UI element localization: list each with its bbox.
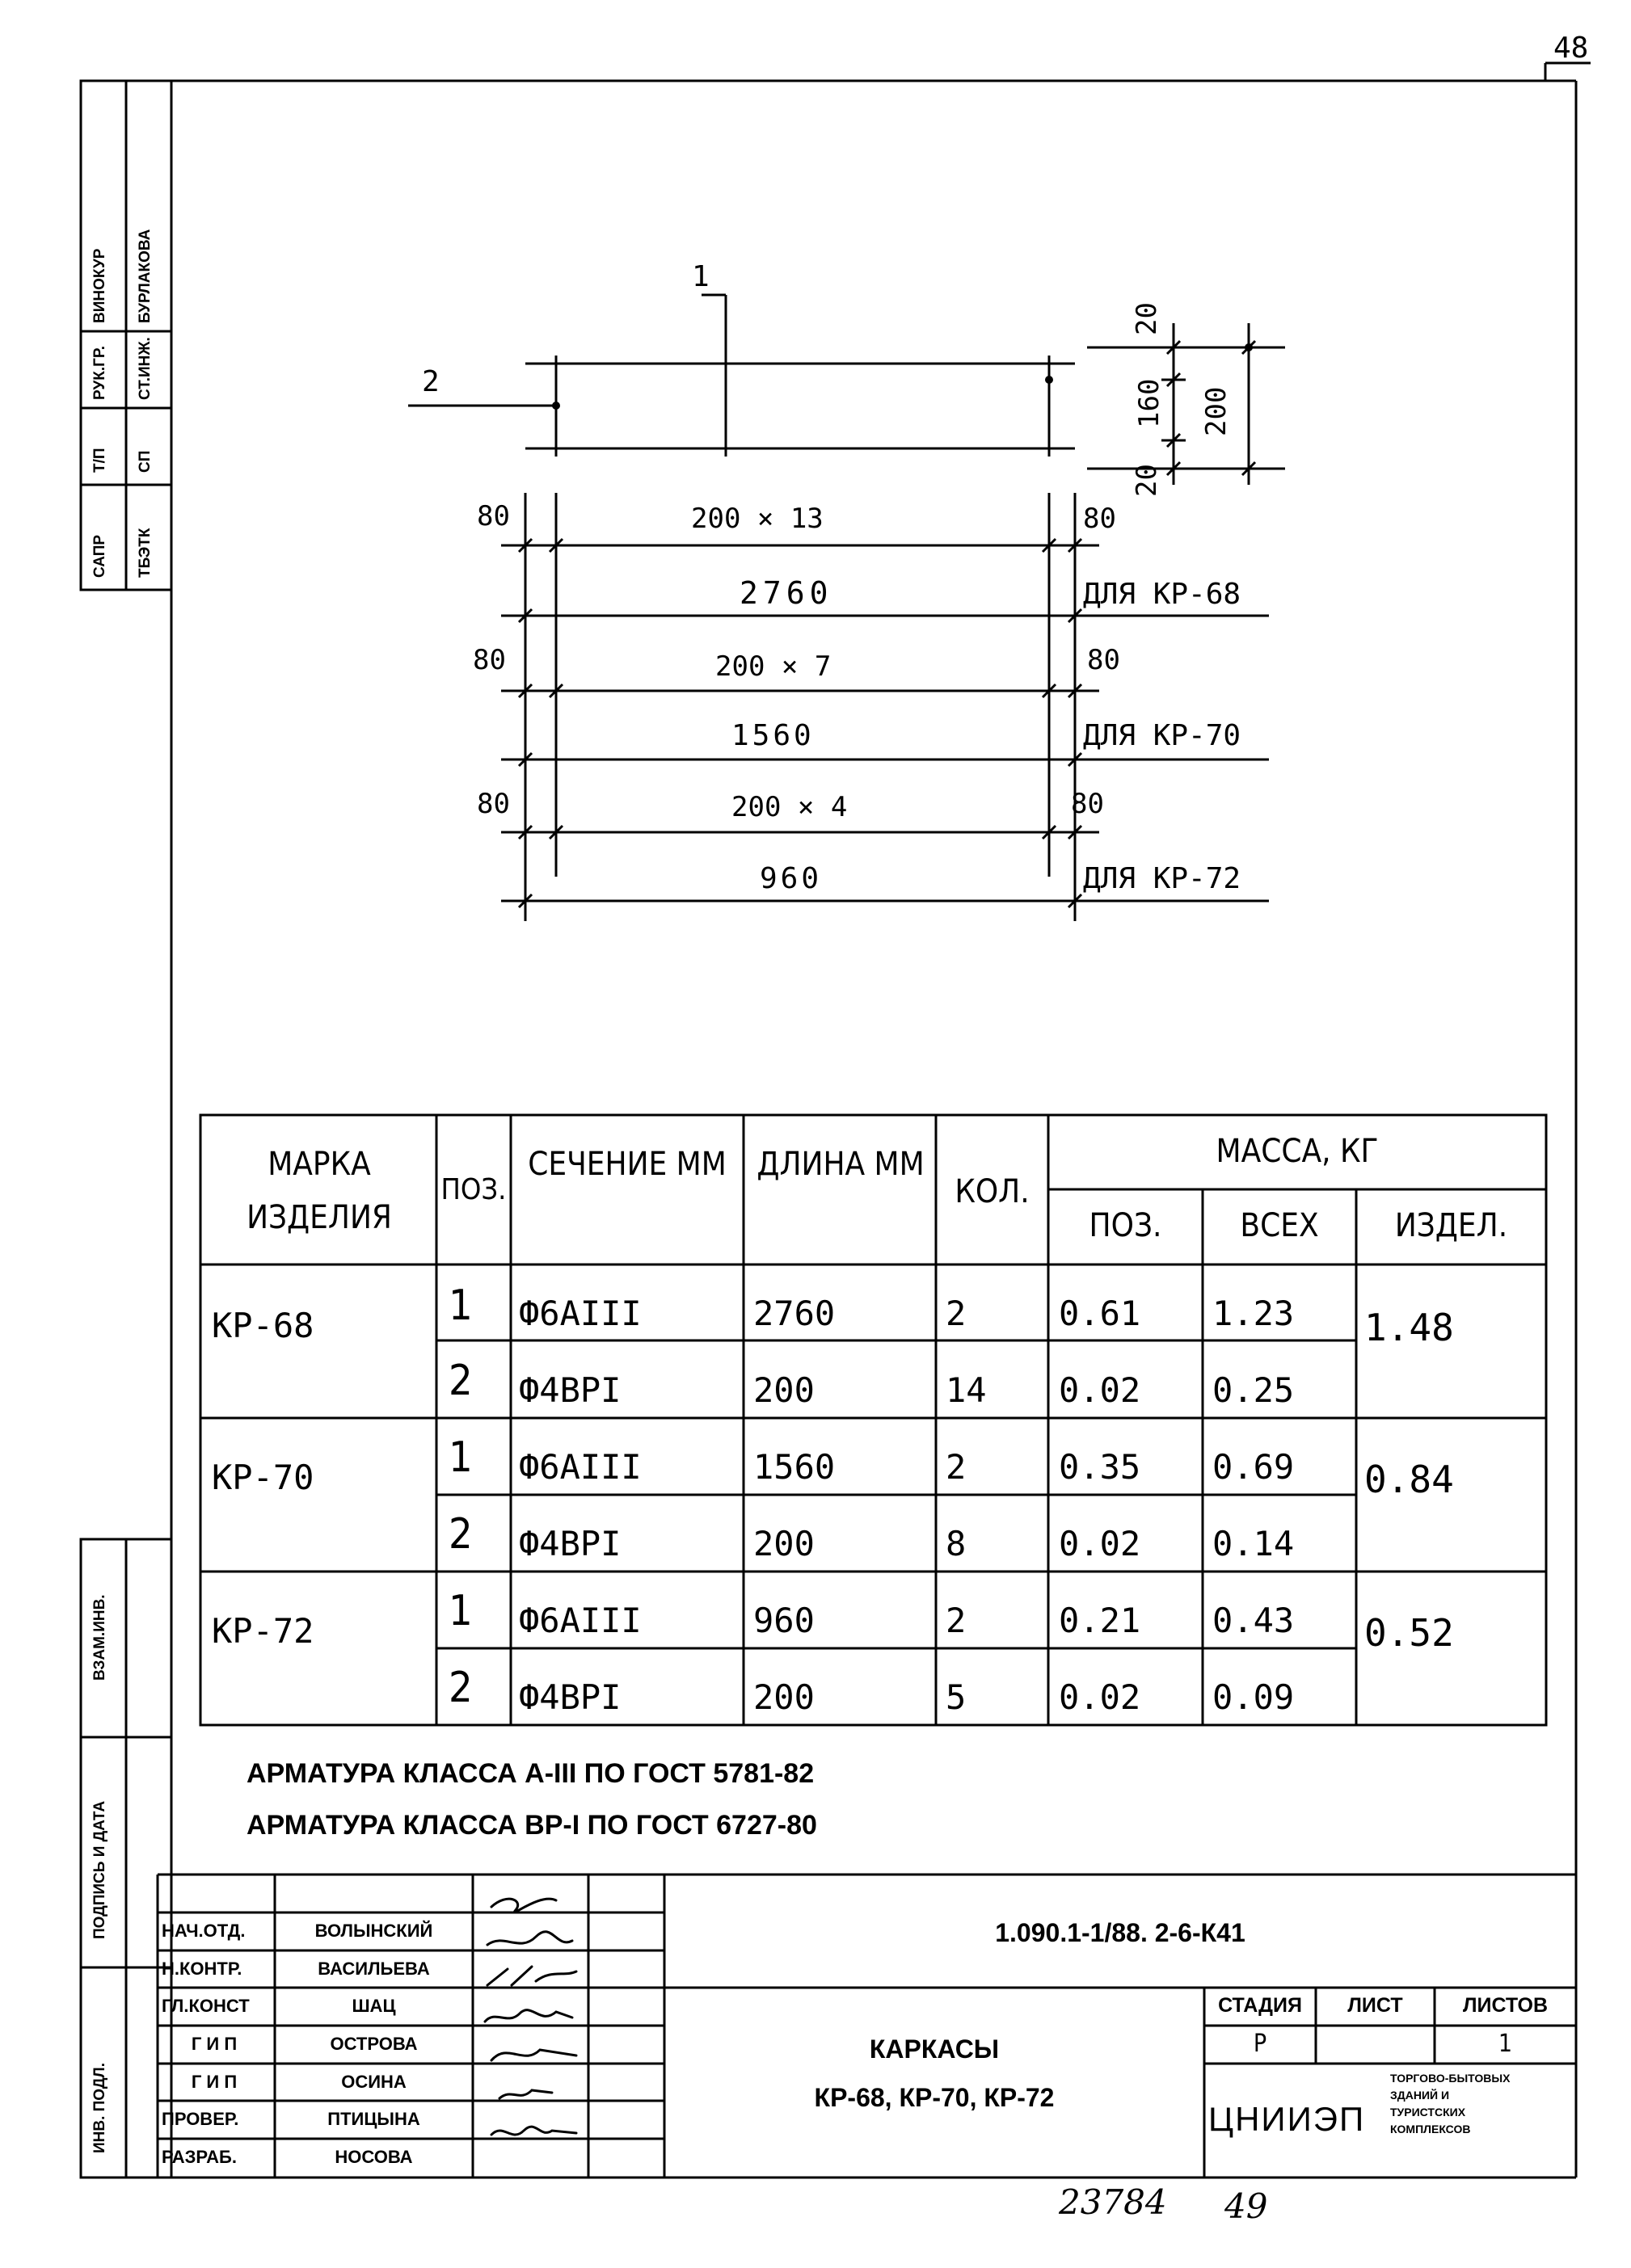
cell-section: Ф6АIII <box>519 1447 642 1487</box>
sheets-label: ЛИСТОВ <box>1462 1994 1549 2017</box>
cell-qty: 8 <box>946 1524 967 1563</box>
cell-mass-all: 1.23 <box>1212 1294 1295 1333</box>
sig-role: Г И П <box>191 2072 238 2092</box>
cell-mass-pos: 0.02 <box>1059 1677 1141 1717</box>
sig-name: НОСОВА <box>335 2147 413 2167</box>
cell-section: Ф6АIII <box>519 1294 642 1333</box>
cell-mass-pos: 0.61 <box>1059 1294 1141 1333</box>
cell-qty: 14 <box>946 1370 987 1410</box>
inventory-number: 23784 <box>1059 2182 1167 2222</box>
dim-length: 1560 <box>731 719 815 752</box>
section-dim-middle: 160 <box>1133 378 1165 428</box>
header-length: ДЛИНА ММ <box>756 1146 925 1183</box>
cell-length: 200 <box>753 1370 815 1410</box>
organization-description: ТОРГОВО-БЫТОВЫХ ЗДАНИЙ И ТУРИСТСКИХ КОМПЛЕКСОВ <box>1390 2072 1511 2135</box>
cell-length: 2760 <box>753 1294 836 1333</box>
cell-mass-pos: 0.02 <box>1059 1370 1141 1410</box>
cell-mass-pos: 0.21 <box>1059 1601 1141 1640</box>
dim-pitch: 200 × 7 <box>715 650 832 683</box>
sig-name: ШАЦ <box>352 1996 396 2016</box>
cell-mass-all: 0.25 <box>1212 1370 1295 1410</box>
sig-role: Н.КОНТР. <box>162 1959 242 1979</box>
cell-length: 200 <box>753 1524 815 1563</box>
drawing-title: КАРКАСЫ <box>869 2034 1000 2064</box>
sig-name: ВАСИЛЬЕВА <box>318 1959 430 1979</box>
stamp-col2-item-3: СП <box>137 450 154 473</box>
dim-edge-left: 80 <box>477 500 510 532</box>
stamp-col1-item-1: ВИНОКУР <box>91 248 108 323</box>
cell-pos: 1 <box>449 1281 473 1330</box>
cell-mass-all: 0.14 <box>1212 1524 1295 1563</box>
cell-length: 960 <box>753 1601 815 1640</box>
header-mass-all: ВСЕХ <box>1240 1207 1319 1244</box>
stamp-col1-item-2: РУК.ГР. <box>91 346 108 400</box>
stamp-col2-item-2: СТ.ИНЖ. <box>137 337 154 400</box>
stamp-col1-item-4: САПР <box>91 534 108 578</box>
sig-name: ВОЛЫНСКИЙ <box>314 1921 433 1941</box>
cell-item-mass: 1.48 <box>1364 1306 1454 1349</box>
dim-edge-right: 80 <box>1083 503 1116 535</box>
sig-role: ГЛ.КОНСТ <box>162 1996 250 2016</box>
cell-pos: 2 <box>449 1664 473 1712</box>
cell-length: 200 <box>753 1677 815 1717</box>
cell-mass-pos: 0.02 <box>1059 1524 1141 1563</box>
dim-length: 2760 <box>740 575 833 611</box>
stamp-col2-item-4: ТБЭТК <box>137 528 154 578</box>
header-mass-pos: ПОЗ. <box>1089 1207 1162 1244</box>
cell-qty: 2 <box>946 1447 967 1487</box>
sig-role: Г И П <box>191 2034 238 2054</box>
sig-name: ОСИНА <box>341 2072 407 2092</box>
cell-mark: КР-70 <box>212 1458 314 1497</box>
stage-label: СТАДИЯ <box>1218 1994 1302 2017</box>
cell-length: 1560 <box>753 1447 836 1487</box>
dim-pitch: 200 × 4 <box>731 791 848 823</box>
sheets-value: 1 <box>1498 2030 1513 2058</box>
cell-item-mass: 0.52 <box>1364 1611 1454 1655</box>
cell-section: Ф4ВРI <box>519 1524 622 1563</box>
header-pos: ПОЗ. <box>440 1173 507 1206</box>
cell-pos: 1 <box>449 1433 473 1482</box>
header-section: СЕЧЕНИЕ ММ <box>528 1146 727 1183</box>
sig-name: ПТИЦЫНА <box>327 2109 420 2129</box>
dim-edge-right: 80 <box>1071 788 1104 820</box>
footer-page-number: 49 <box>1224 2186 1268 2226</box>
cell-mass-all: 0.09 <box>1212 1677 1295 1717</box>
stage-value: Р <box>1253 2030 1267 2058</box>
cell-mark: КР-68 <box>212 1306 314 1345</box>
stamp-col1-item-3: Т/П <box>91 448 108 473</box>
cell-item-mass: 0.84 <box>1364 1458 1454 1501</box>
organization-name: ЦНИИЭП <box>1208 2100 1366 2138</box>
cell-pos: 2 <box>449 1357 473 1405</box>
sig-role: РАЗРАБ. <box>162 2147 237 2167</box>
section-dim-bottom: 20 <box>1131 464 1163 497</box>
dim-pitch: 200 × 13 <box>691 503 824 535</box>
dim-for-label: ДЛЯ КР-72 <box>1083 862 1241 895</box>
cell-qty: 2 <box>946 1294 967 1333</box>
dim-length: 960 <box>760 862 823 895</box>
section-dim-total: 200 <box>1200 386 1233 436</box>
stamp-col2-item-1: БУРЛАКОВА <box>137 229 154 323</box>
cell-mass-all: 0.69 <box>1212 1447 1295 1487</box>
cell-section: Ф4ВРI <box>519 1370 622 1410</box>
sig-role: ПРОВЕР. <box>162 2109 239 2129</box>
cell-section: Ф4ВРI <box>519 1677 622 1717</box>
cell-mass-pos: 0.35 <box>1059 1447 1141 1487</box>
cell-section: Ф6АIII <box>519 1601 642 1640</box>
drawing-subtitle: КР-68, КР-70, КР-72 <box>814 2083 1055 2112</box>
note-line: АРМАТУРА КЛАССА ВР-I ПО ГОСТ 6727-80 <box>247 1810 817 1841</box>
position-label-1: 1 <box>692 260 710 293</box>
cell-mass-all: 0.43 <box>1212 1601 1295 1640</box>
page-number: 48 <box>1553 32 1589 65</box>
cell-qty: 2 <box>946 1601 967 1640</box>
handwritten-signatures <box>475 1876 587 2177</box>
dim-for-label: ДЛЯ КР-68 <box>1083 578 1241 611</box>
sig-role: НАЧ.ОТД. <box>162 1921 246 1941</box>
cell-pos: 2 <box>449 1510 473 1559</box>
dim-edge-right: 80 <box>1087 644 1120 676</box>
side-field-original-inv: ИНВ. ПОДЛ. <box>91 2063 108 2153</box>
side-field-signature-date: ПОДПИСЬ И ДАТА <box>91 1800 108 1939</box>
sheet-label: ЛИСТ <box>1347 1994 1403 2017</box>
header-qty: КОЛ. <box>955 1173 1030 1210</box>
header-mark: МАРКА ИЗДЕЛИЯ <box>247 1146 392 1236</box>
position-label-2: 2 <box>422 365 440 398</box>
header-mass-item: ИЗДЕЛ. <box>1394 1207 1508 1244</box>
sig-name: ОСТРОВА <box>330 2034 418 2054</box>
note-line: АРМАТУРА КЛАССА А-III ПО ГОСТ 5781-82 <box>247 1758 815 1789</box>
dim-for-label: ДЛЯ КР-70 <box>1083 719 1241 752</box>
cell-pos: 1 <box>449 1587 473 1635</box>
section-dim-top: 20 <box>1131 302 1163 335</box>
header-mass: МАССА, КГ <box>1216 1133 1379 1170</box>
doc-code: 1.090.1-1/88. 2-6-К41 <box>995 1918 1245 1947</box>
dim-edge-left: 80 <box>477 788 510 820</box>
cell-qty: 5 <box>946 1677 967 1717</box>
dim-edge-left: 80 <box>473 644 506 676</box>
side-field-replaced-inv: ВЗАМ.ИНВ. <box>91 1594 108 1681</box>
cell-mark: КР-72 <box>212 1611 314 1651</box>
